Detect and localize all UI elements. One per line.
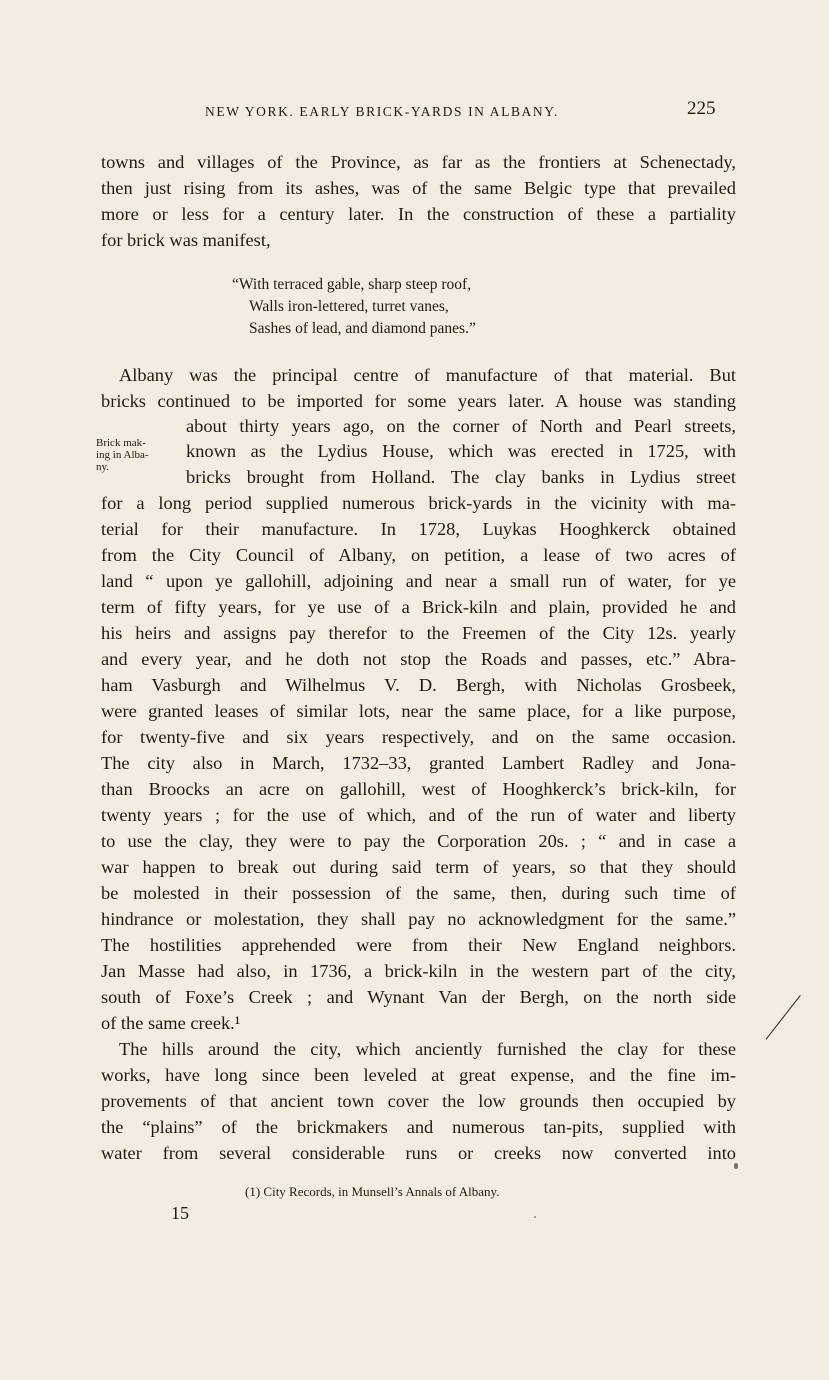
body-line: works, have long since been leveled at great expense, and the fine im- (101, 1065, 736, 1085)
body-line: towns and villages of the Province, as far as the frontiers at Schenectady, (101, 152, 736, 172)
body-line: known as the Lydius House, which was erected in 1725, with (186, 441, 736, 461)
body-line: for twenty-five and six years respectively, and on the same occasion. (101, 727, 736, 747)
body-line: south of Foxe’s Creek ; and Wynant Van der Bergh, on the north side (101, 987, 736, 1007)
running-head: NEW YORK. EARLY BRICK-YARDS IN ALBANY. (205, 104, 559, 119)
marginal-note-line: ny. (96, 461, 110, 473)
footnote: (1) City Records, in Munsell’s Annals of Albany. (245, 1184, 500, 1199)
marginal-note-line: ing in Alba- (96, 449, 149, 461)
body-line: about thirty years ago, on the corner of North and Pearl streets, (186, 416, 736, 436)
body-line: from the City Council of Albany, on petition, a lease of two acres of (101, 545, 736, 565)
body-line: were granted leases of similar lots, near the same place, for a like purpose, (101, 701, 736, 721)
body-line: for brick was manifest, (101, 230, 271, 250)
ink-dot-mark (534, 1216, 536, 1218)
body-line: hindrance or molestation, they shall pay no acknowledgment for the same.” (101, 909, 736, 929)
ink-stroke-mark (766, 995, 802, 1040)
body-line: bricks continued to be imported for some years later. A house was standing (101, 391, 736, 411)
marginal-note (96, 437, 176, 473)
body-line: war happen to break out during said term of years, so that they should (101, 857, 736, 877)
body-line: and every year, and he doth not stop the Roads and passes, etc.” Abra- (101, 649, 736, 669)
quote-line: Walls iron-lettered, turret vanes, (249, 298, 449, 315)
body-line: more or less for a century later. In the construction of these a partiality (101, 204, 736, 224)
signature-mark: 15 (171, 1203, 189, 1223)
body-line: provements of that ancient town cover the low grounds then occupied by (101, 1091, 736, 1111)
body-line: ham Vasburgh and Wilhelmus V. D. Bergh, with Nicholas Grosbeek, (101, 675, 736, 695)
body-line: to use the clay, they were to pay the Corporation 20s. ; “ and in case a (101, 831, 736, 851)
page-number: 225 (687, 98, 716, 119)
body-line: the “plains” of the brickmakers and numerous tan-pits, supplied with (101, 1117, 736, 1137)
body-line: Jan Masse had also, in 1736, a brick-kiln in the western part of the city, (101, 961, 736, 981)
body-line: be molested in their possession of the same, then, during such time of (101, 883, 736, 903)
body-line: his heirs and assigns pay therefor to the Freemen of the City 12s. yearly (101, 623, 736, 643)
quote-line: “With terraced gable, sharp steep roof, (232, 276, 472, 293)
ink-dot-mark (734, 1163, 738, 1169)
quote-line: Sashes of lead, and diamond panes.” (249, 320, 476, 337)
body-line: then just rising from its ashes, was of the same Belgic type that prevailed (101, 178, 736, 198)
body-line: Albany was the principal centre of manufacture of that material. But (119, 365, 736, 385)
body-line: twenty years ; for the use of which, and of the run of water and liberty (101, 805, 736, 825)
body-line: water from several considerable runs or creeks now converted into (101, 1143, 736, 1163)
marginal-note-line: Brick mak- (96, 437, 146, 449)
body-line: than Broocks an acre on gallohill, west of Hooghkerck’s brick-kiln, for (101, 779, 736, 799)
body-line: of the same creek.¹ (101, 1013, 241, 1033)
body-line: The hills around the city, which anciently furnished the clay for these (119, 1039, 736, 1059)
body-line: for a long period supplied numerous brick-yards in the vicinity with ma- (101, 493, 736, 513)
body-line: land “ upon ye gallohill, adjoining and near a small run of water, for ye (101, 571, 736, 591)
body-line: The city also in March, 1732–33, granted Lambert Radley and Jona- (101, 753, 736, 773)
body-line: terial for their manufacture. In 1728, Luykas Hooghkerck obtained (101, 519, 736, 539)
body-line: bricks brought from Holland. The clay banks in Lydius street (186, 467, 736, 487)
body-line: term of fifty years, for ye use of a Brick-kiln and plain, provided he and (101, 597, 736, 617)
body-line: The hostilities apprehended were from their New England neighbors. (101, 935, 736, 955)
